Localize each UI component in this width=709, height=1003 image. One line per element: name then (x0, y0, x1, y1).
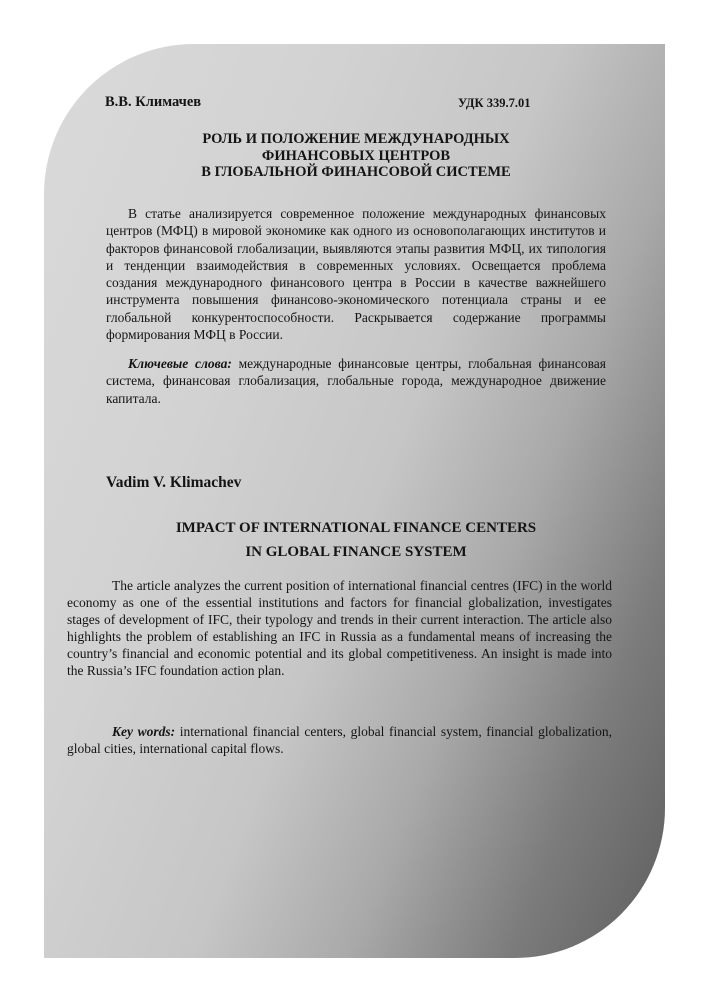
keywords-en-sep: : (170, 724, 176, 739)
title-ru-line: РОЛЬ И ПОЛОЖЕНИЕ МЕЖДУНАРОДНЫХ (202, 131, 510, 147)
keywords-ru-text: международные финансовые центры, глобальная финансовая система, финансовая глобализация, глобальные города, международное движение капитала. (106, 356, 607, 406)
keywords-en (67, 723, 612, 757)
title-en-line: IN GLOBAL FINANCE SYSTEM (245, 544, 467, 560)
title-ru-line: В ГЛОБАЛЬНОЙ ФИНАНСОВОЙ СИСТЕМЕ (201, 164, 511, 180)
keywords-ru (106, 355, 606, 407)
title-ru-line: ФИНАНСОВЫХ ЦЕНТРОВ (261, 147, 451, 164)
udk-code: УДК 339.7.01 (458, 96, 531, 110)
abstract-ru: В статье анализируется современное положение международных финансовых центров (МФЦ) в мировой экономике как одного из основополагающих институтов и факторов финансовой глобализации, выявляются этапы развития МФЦ, их типология и тенденции взаимодействия в современных условиях. Освещается проблема создания международного финансового центра в России в качестве важнейшего инструмента повышения финансово-экономического потенциала страны и ее глобальной конкурентоспособности. Раскрывается содержание программы формирования МФЦ в России. (106, 206, 606, 343)
keywords-en-text: international financial centers, global financial system, financial globalization, global cities, international capital flows. (67, 724, 612, 756)
title-en (106, 516, 606, 564)
keywords-en-label: Key words (112, 724, 171, 739)
keywords-ru-sep: : (227, 356, 232, 371)
author-ru: В.В. Климачев (105, 94, 202, 110)
keywords-ru-label: Ключевые слова (128, 356, 228, 371)
abstract-en: The article analyzes the current position of international financial centres (IFC) in the world economy as one of the essential institutions and factors for financial globalization, investigates stages of development of IFC, their typology and trends in their current interaction. The article also highlights the problem of establishing an IFC in Russia as a fundamental means of increasing the country’s financial and economic potential and its global competitiveness. An insight is made into the Russia’s IFC foundation action plan. (67, 578, 612, 678)
author-en: Vadim V. Klimachev (106, 474, 242, 491)
title-ru (106, 131, 606, 181)
title-en-line: IMPACT OF INTERNATIONAL FINANCE CENTERS (175, 520, 537, 536)
